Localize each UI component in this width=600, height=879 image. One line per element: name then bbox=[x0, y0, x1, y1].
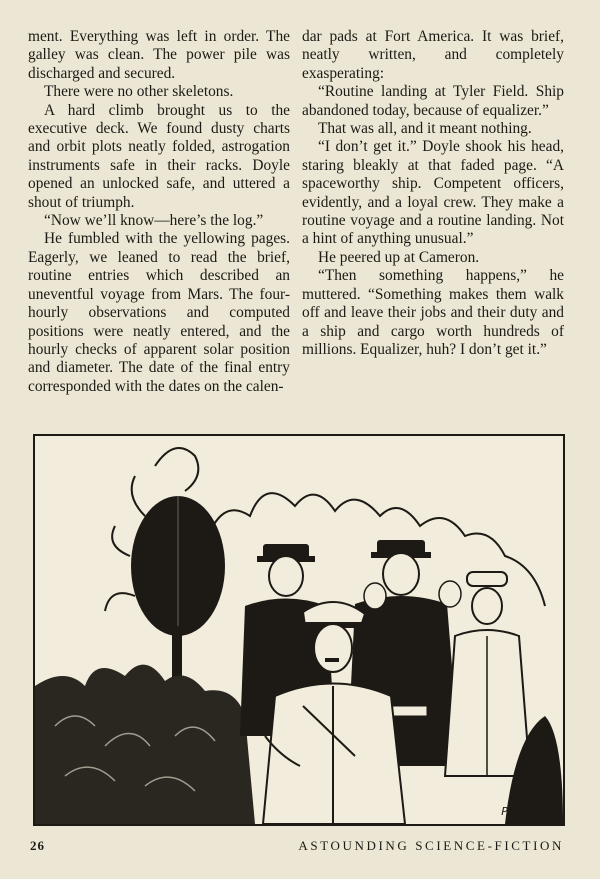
paragraph: He peered up at Cameron. bbox=[318, 248, 480, 266]
paragraph: ment. Everything was left in order. The galley was clean. The power pile was discharged and secured. bbox=[28, 28, 290, 82]
illustration bbox=[33, 434, 565, 826]
artist-signature: Pat Davis bbox=[501, 805, 553, 818]
paragraph: “Now we’ll know—here’s the log.” bbox=[44, 212, 264, 230]
paragraph: A hard climb brought us to the executive deck. We found dusty charts and orbit plots neatly folded, astrogation instruments safe in their racks. Doyle opened an unlocked safe, and uttered a shout of triumph. bbox=[28, 101, 290, 211]
bushes bbox=[35, 665, 255, 824]
paragraph: There were no other skeletons. bbox=[44, 83, 234, 101]
running-head: ASTOUNDING SCIENCE-FICTION bbox=[298, 838, 564, 853]
paragraph: That was all, and it meant nothing. bbox=[318, 120, 532, 138]
paragraph: dar pads at Fort America. It was brief, neatly written, and completely exasperating: bbox=[302, 28, 564, 82]
paragraph: “Then something happens,” he muttered. “Something makes them walk off and leave their jobs and their duty and a ship and cargo worth hundreds of millions. Equalizer, huh? I don’t get it.” bbox=[302, 267, 564, 358]
paragraph: He fumbled with the yellowing pages. Eagerly, we leaned to read the brief, routine entries which described an uneventful voyage from Mars. The four-hourly observations and computed positions were neatly entered, and the hourly checks of apparent solar position and diameter. The date of the final entry corresponded with the dates on the calen- bbox=[28, 230, 290, 395]
page-number: 26 bbox=[30, 838, 45, 853]
right-column bbox=[302, 28, 564, 359]
paragraph: “Routine landing at Tyler Field. Ship abandoned today, because of equalizer.” bbox=[302, 83, 564, 119]
illustration-drawing bbox=[35, 436, 563, 824]
paragraph: “I don’t get it.” Doyle shook his head, staring bleakly at that faded page. “A spaceworthy ship. Competent officers, evidently, and a loyal crew. They make a routine voyage and a routine landing. Not a hint of anything unusual.” bbox=[302, 138, 564, 248]
left-column bbox=[28, 28, 290, 396]
